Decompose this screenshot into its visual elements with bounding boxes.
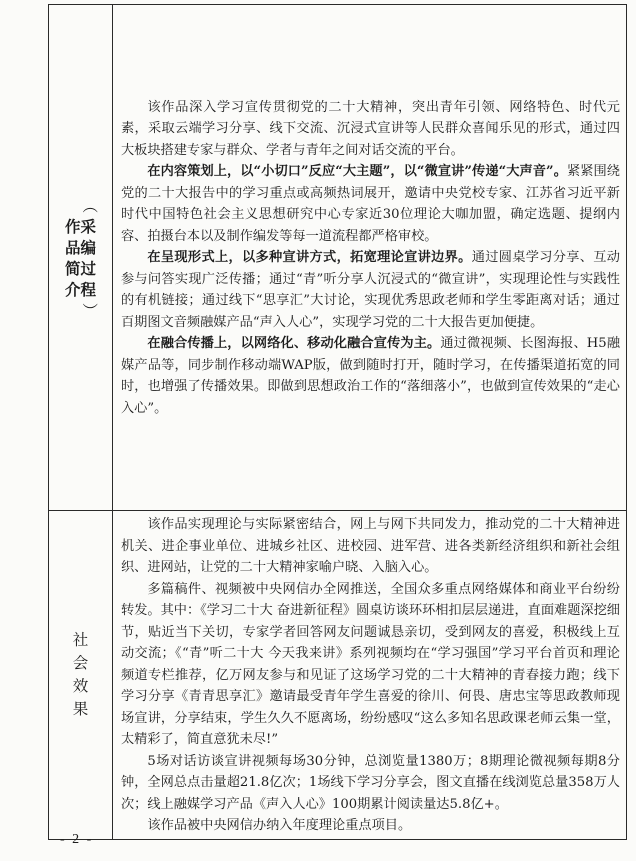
intro-label-cell xyxy=(49,5,113,511)
intro-paragraph xyxy=(121,333,620,419)
label-char: 程 xyxy=(80,279,97,299)
effect-content xyxy=(113,511,627,840)
label-char: 采 xyxy=(80,216,97,236)
label-char: 作 xyxy=(64,216,81,236)
label-char: 效 xyxy=(72,676,89,695)
label-char: 编 xyxy=(80,237,97,257)
intro-content xyxy=(113,5,627,511)
label-char: 社 xyxy=(72,630,89,649)
open-paren: （ xyxy=(79,197,98,213)
effect-paragraph: 多篇稿件、视频被中央网信办全网推送，全国众多重点网络媒体和商业平台纷纷转发。其中：《学习二十大 奋进新征程》圆桌访谈环环相扣层层递进，直面难题深挖细节，贴近当下关切，专家学者回答网友问题诚恳亲切，受到网友的喜爱，积极线上互动交流；《“青”听二十大 今天我来讲》系列视频均在“学习强国”学习平台首页和理论频道专栏推荐，亿万网友参与和见证了这场学习党的二十大精神的青春接力跑；线下学习分享《青青思享汇》邀请最受青年学生喜爱的徐川、何畏、唐忠宝等思政教师现场宣讲，分享结束，学生久久不愿离场，纷纷感叹“这么多知名思政课老师云集一堂，太精彩了，简直意犹未尽!” xyxy=(121,581,620,747)
paragraph-heading: 在内容策划上，以“小切口”反应“大主题”，以“微宣讲”传递“大声音”。 xyxy=(147,164,567,180)
paragraph-heading: 在融合传播上，以网络化、移动化融合宣传为主。 xyxy=(147,336,441,352)
effect-paragraph: 该作品被中央网信办纳入年度理论重点项目。 xyxy=(147,818,412,833)
effect-label-cell xyxy=(49,511,113,840)
paragraph-heading: 在呈现形式上，以多种宣讲方式，拓宽理论宣讲边界。 xyxy=(147,250,472,266)
page-number: - 2 - xyxy=(60,832,94,847)
intro-row xyxy=(49,5,627,511)
effect-paragraph: 该作品实现理论与实际紧密结合，网上与网下共同发力，推动党的二十大精神进机关、进企事业单位、进城乡社区、进校园、进军营、进各类新经济组织和新社会组织、进网站，让党的二十大精神家喻户晓、入脑入心。 xyxy=(121,517,620,575)
label-char: 介 xyxy=(64,279,81,299)
paragraph-text: 该作品深入学习宣传贯彻党的二十大精神，突出青年引领、网络特色、时代元素，采取云端学习分享、线下交流、沉浸式宣讲等人民群众喜闻乐见的形式，通过四大板块搭建专家与群众、学者与青年之间对话交流的平台。 xyxy=(121,99,620,158)
intro-paragraph xyxy=(121,247,620,333)
intro-label-col-1 xyxy=(65,216,81,300)
close-paren: ） xyxy=(79,302,98,318)
effect-paragraph: 5场对话访谈宣讲视频每场30分钟，总浏览量1380万；8期理论微视频每期8分钟，全网总点击量超21.8亿次；1场线下学习分享会，图文直播在线浏览总量358万人次；线上融媒学习产品《声入人心》100期累计阅读量达5.8亿+。 xyxy=(121,753,620,812)
paragraph-text: 通过微视频、长图海报、H5融媒产品等，同步制作移动端WAP版，做到随时打开，随时学习，在传播渠道拓宽的同时，也增强了传播效果。即做到思想政治工作的“落细落小”，也做到宣传效果的“走心入心”。 xyxy=(121,336,621,416)
intro-paragraph xyxy=(121,97,620,162)
label-char: 品 xyxy=(64,237,81,257)
effect-label xyxy=(49,629,112,721)
effect-row xyxy=(49,511,627,840)
form-table xyxy=(48,4,627,840)
intro-label-col-2 xyxy=(81,195,97,321)
intro-paragraph xyxy=(121,161,620,247)
label-char: 会 xyxy=(72,653,89,672)
label-char: 过 xyxy=(80,258,97,278)
label-char: 果 xyxy=(72,699,89,718)
paragraph-text: 紧紧围绕党的二十大报告中的学习重点或高频热词展开，邀请中央党校专家、江苏省习近平新时代中国特色社会主义思想研究中心专家近30位理论大咖加盟，确定选题、提纲内容、拍摄台本以及制作编发等每一道流程都严格审校。 xyxy=(121,164,620,244)
paragraph-text: 通过圆桌学习分享、互动参与问答实现广泛传播；通过“青”听分享人沉浸式的“微宣讲”，实现理论性与实践性的有机链接；通过线下“思享汇”大讨论，实现优秀思政老师和学生零距离对话；通过百期图文音频融媒产品“声入人心”，实现学习党的二十大报告更加便捷。 xyxy=(121,250,620,330)
label-char: 简 xyxy=(64,258,81,278)
